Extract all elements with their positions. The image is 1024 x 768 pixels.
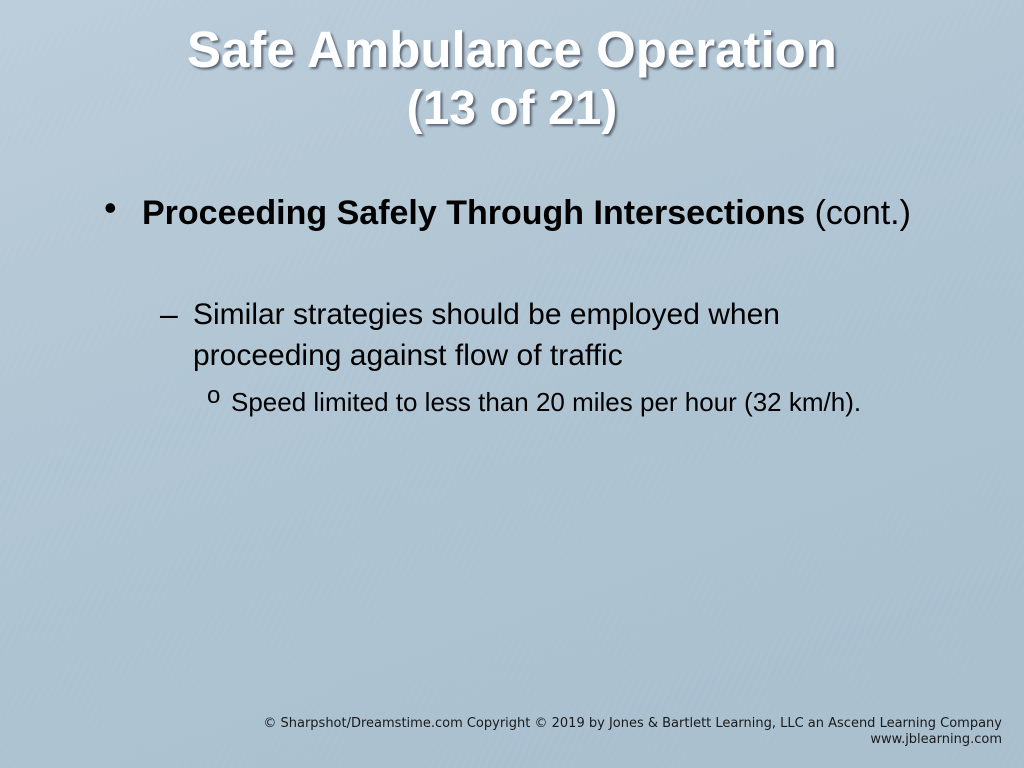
- copyright-footer: [263, 716, 1002, 748]
- bullet-level2-text: Similar strategies should be employed when proceeding against flow of traffic: [193, 298, 780, 372]
- bullet-level3-text: Speed limited to less than 20 miles per hour (32 km/h).: [231, 387, 862, 417]
- footer-url: www.jblearning.com: [870, 732, 1002, 747]
- slide-title: Safe Ambulance Operation: [187, 21, 837, 78]
- bullet-dash-icon: –: [160, 296, 178, 332]
- bullet-level1-text: [142, 191, 952, 235]
- bullet-circle-icon: o: [207, 382, 221, 409]
- bullet-level1-heading: Proceeding Safely Through Intersections: [142, 194, 806, 232]
- bullet-dot-icon: •: [104, 187, 117, 228]
- copyright-text: © Sharpshot/Dreamstime.com Copyright © 2019 by Jones & Bartlett Learning, LLC an Ascend Learning Company: [263, 716, 1002, 731]
- bullet-level1-suffix: (cont.): [805, 194, 911, 232]
- slide-subtitle: (13 of 21): [406, 82, 618, 135]
